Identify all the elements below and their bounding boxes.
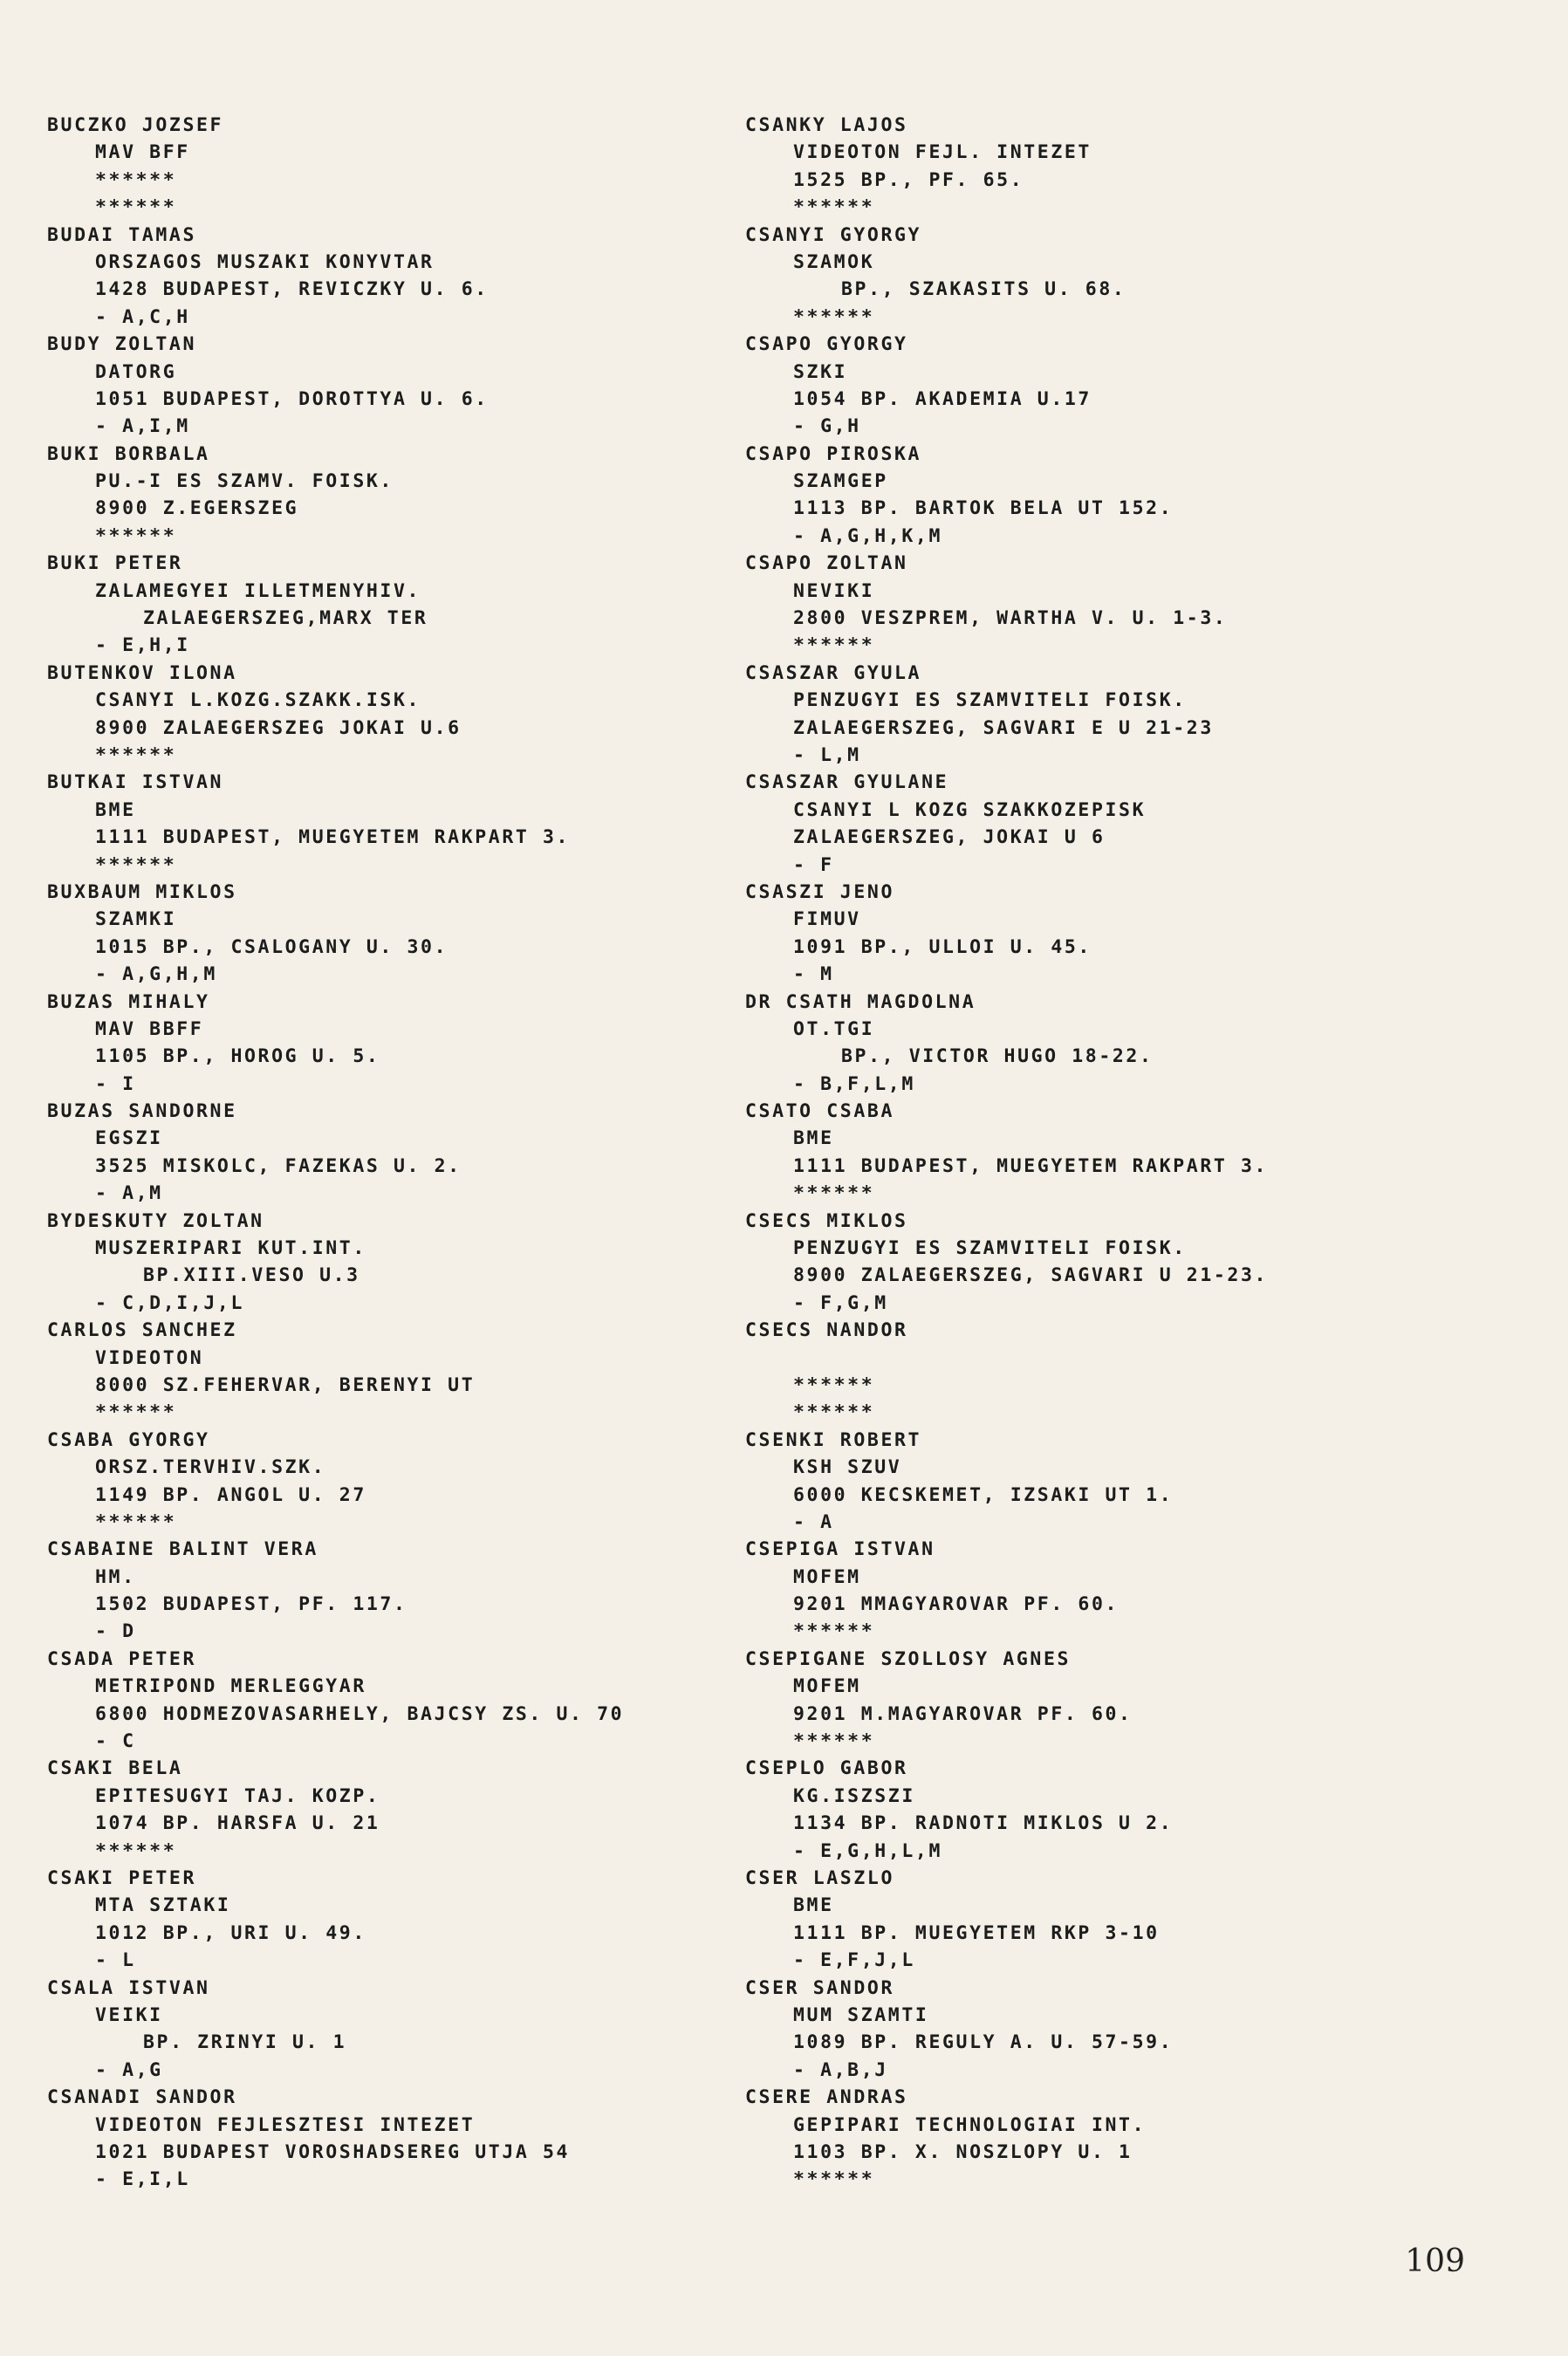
- entry-address: ******: [95, 168, 177, 191]
- entry-address: 2800 VESZPREM, WARTHA V. U. 1-3.: [793, 607, 1228, 630]
- entry-name: BUZAS MIHALY: [47, 990, 210, 1013]
- entry-name: CSEPIGANE SZOLLOSY AGNES: [745, 1647, 1072, 1670]
- directory-entry: [745, 879, 1496, 989]
- entry-address: ZALAEGERSZEG,MARX TER: [143, 607, 428, 630]
- entry-organization: MAV BBFF: [95, 1017, 204, 1040]
- entry-organization: MOFEM: [793, 1565, 861, 1588]
- entry-address: BP. ZRINYI U. 1: [143, 2031, 347, 2054]
- entry-address: 1105 BP., HOROG U. 5.: [95, 1045, 380, 1068]
- entry-name: CSASZI JENO: [745, 880, 894, 903]
- entry-name: CSADA PETER: [47, 1647, 196, 1670]
- entry-organization: ORSZ.TERVHIV.SZK.: [95, 1456, 326, 1479]
- entry-codes: - C: [95, 1730, 136, 1753]
- entry-address: 1021 BUDAPEST VOROSHADSEREG UTJA 54: [95, 2140, 571, 2163]
- entry-address: 9201 MMAGYAROVAR PF. 60.: [793, 1593, 1120, 1616]
- entry-address: 1015 BP., CSALOGANY U. 30.: [95, 935, 448, 958]
- entry-codes: - A,M: [95, 1182, 163, 1205]
- directory-entry: [745, 989, 1496, 1099]
- entry-name: CSABAINE BALINT VERA: [47, 1538, 318, 1561]
- entry-address: 1111 BUDAPEST, MUEGYETEM RAKPART 3.: [95, 826, 571, 849]
- entry-address: ZALAEGERSZEG, JOKAI U 6: [793, 826, 1106, 849]
- entry-address: 8900 ZALAEGERSZEG JOKAI U.6: [95, 716, 462, 739]
- directory-entry: [47, 989, 798, 1099]
- entry-organization: BME: [95, 798, 136, 821]
- entry-codes: - F: [793, 853, 834, 876]
- entry-organization: VIDEOTON: [95, 1346, 204, 1369]
- entry-organization: HM.: [95, 1565, 136, 1588]
- entry-codes: ******: [95, 524, 177, 547]
- entry-address: 1054 BP. AKADEMIA U.17: [793, 387, 1092, 410]
- directory-entry: [47, 1536, 798, 1646]
- entry-name: BUXBAUM MIKLOS: [47, 880, 237, 903]
- directory-entry: [47, 1208, 798, 1318]
- directory-entry: [745, 1208, 1496, 1318]
- entry-address: 6800 HODMEZOVASARHELY, BAJCSY ZS. U. 70: [95, 1702, 625, 1725]
- entry-name: CSALA ISTVAN: [47, 1976, 210, 1999]
- directory-entry: [47, 2084, 798, 2194]
- entry-address: 1428 BUDAPEST, REVICZKY U. 6.: [95, 278, 489, 301]
- entry-organization: VEIKI: [95, 2003, 163, 2026]
- entry-address: 1111 BUDAPEST, MUEGYETEM RAKPART 3.: [793, 1154, 1269, 1177]
- entry-address: ZALAEGERSZEG, SAGVARI E U 21-23: [793, 716, 1214, 739]
- directory-entry: [47, 1646, 798, 1756]
- entry-codes: ******: [95, 1839, 177, 1862]
- directory-entry: [745, 769, 1496, 879]
- directory-entry: [47, 1865, 798, 1975]
- entry-name: CSASZAR GYULANE: [745, 771, 949, 794]
- entry-codes: ******: [793, 634, 875, 657]
- entry-address: ******: [793, 1373, 875, 1396]
- entry-codes: ******: [95, 1401, 177, 1424]
- entry-organization: FIMUV: [793, 908, 861, 931]
- entry-codes: - A,G,H,M: [95, 963, 217, 986]
- entry-organization: ZALAMEGYEI ILLETMENYHIV.: [95, 579, 421, 602]
- entry-organization: MTA SZTAKI: [95, 1894, 231, 1917]
- entry-address: 1134 BP. RADNOTI MIKLOS U 2.: [793, 1812, 1174, 1835]
- entry-codes: - E,G,H,L,M: [793, 1839, 942, 1862]
- directory-entry: [47, 550, 798, 660]
- entry-codes: ******: [95, 196, 177, 219]
- entry-organization: BME: [793, 1127, 834, 1150]
- entry-codes: - M: [793, 963, 834, 986]
- directory-entry: [47, 331, 798, 441]
- entry-name: CSENKI ROBERT: [745, 1428, 922, 1451]
- entry-name: BUDY ZOLTAN: [47, 333, 196, 356]
- entry-codes: ******: [95, 743, 177, 766]
- entry-codes: - A,G,H,K,M: [793, 524, 942, 547]
- entry-codes: - B,F,L,M: [793, 1072, 915, 1095]
- entry-name: CARLOS SANCHEZ: [47, 1319, 237, 1342]
- entry-codes: - A,B,J: [793, 2058, 888, 2081]
- entry-name: BUCZKO JOZSEF: [47, 114, 224, 136]
- entry-codes: ******: [793, 196, 875, 219]
- directory-entry: [745, 1865, 1496, 1975]
- entry-codes: - I: [95, 1072, 136, 1095]
- directory-entry: [745, 660, 1496, 770]
- entry-address: 8900 ZALAEGERSZEG, SAGVARI U 21-23.: [793, 1264, 1269, 1287]
- entry-name: BUKI BORBALA: [47, 442, 210, 465]
- entry-organization: MUM SZAMTI: [793, 2003, 929, 2026]
- entry-codes: ******: [793, 1730, 875, 1753]
- entry-organization: SZKI: [793, 360, 848, 383]
- directory-entry: [745, 1427, 1496, 1537]
- entry-organization: PENZUGYI ES SZAMVITELI FOISK.: [793, 1237, 1187, 1260]
- entry-codes: - L: [95, 1949, 136, 1972]
- entry-codes: - L,M: [793, 743, 861, 766]
- entry-name: CSER SANDOR: [745, 1976, 894, 1999]
- entry-address: 1091 BP., ULLOI U. 45.: [793, 935, 1092, 958]
- entry-address: 8000 SZ.FEHERVAR, BERENYI UT: [95, 1373, 476, 1396]
- entry-organization: CSANYI L.KOZG.SZAKK.ISK.: [95, 689, 421, 712]
- directory-entry: [745, 2084, 1496, 2194]
- entry-name: BUTKAI ISTVAN: [47, 771, 224, 794]
- entry-address: 6000 KECSKEMET, IZSAKI UT 1.: [793, 1483, 1174, 1506]
- entry-name: CSECS MIKLOS: [745, 1209, 908, 1232]
- entry-name: CSASZAR GYULA: [745, 661, 922, 684]
- directory-entry: [745, 331, 1496, 441]
- entry-name: CSATO CSABA: [745, 1100, 894, 1123]
- entry-organization: EGSZI: [95, 1127, 163, 1150]
- directory-entry: [745, 441, 1496, 551]
- entry-name: CSERE ANDRAS: [745, 2086, 908, 2109]
- entry-address: 8900 Z.EGERSZEG: [95, 497, 299, 520]
- entry-name: CSAPO PIROSKA: [745, 442, 922, 465]
- left-column: [47, 112, 798, 2194]
- entry-codes: ******: [793, 1401, 875, 1424]
- entry-name: CSANYI GYORGY: [745, 223, 922, 246]
- entry-organization: KSH SZUV: [793, 1456, 902, 1479]
- entry-organization: OT.TGI: [793, 1017, 875, 1040]
- entry-address: 1525 BP., PF. 65.: [793, 168, 1024, 191]
- entry-codes: - E,F,J,L: [793, 1949, 915, 1972]
- entry-codes: - A,I,M: [95, 415, 190, 438]
- entry-organization: VIDEOTON FEJL. INTEZET: [793, 141, 1092, 164]
- entry-address: 1103 BP. X. NOSZLOPY U. 1: [793, 2140, 1133, 2163]
- entry-codes: - E,I,L: [95, 2168, 190, 2191]
- entry-address: 1111 BP. MUEGYETEM RKP 3-10: [793, 1921, 1160, 1944]
- directory-entry: [745, 550, 1496, 660]
- entry-address: 1051 BUDAPEST, DOROTTYA U. 6.: [95, 387, 489, 410]
- entry-name: DR CSATH MAGDOLNA: [745, 990, 976, 1013]
- entry-address: 1149 BP. ANGOL U. 27: [95, 1483, 366, 1506]
- directory-entry: [47, 222, 798, 332]
- directory-entry: [47, 660, 798, 770]
- entry-organization: GEPIPARI TECHNOLOGIAI INT.: [793, 2113, 1147, 2136]
- entry-organization: CSANYI L KOZG SZAKKOZEPISK: [793, 798, 1147, 821]
- entry-name: CSER LASZLO: [745, 1867, 894, 1889]
- entry-organization: SZAMOK: [793, 250, 875, 273]
- directory-entry: [47, 1975, 798, 2085]
- entry-name: CSEPIGA ISTVAN: [745, 1538, 935, 1561]
- entry-codes: - C,D,I,J,L: [95, 1291, 244, 1314]
- directory-entry: [745, 1536, 1496, 1646]
- entry-name: CSEPLO GABOR: [745, 1757, 908, 1780]
- entry-organization: KG.ISZSZI: [793, 1784, 915, 1807]
- entry-organization: BME: [793, 1894, 834, 1917]
- entry-name: CSAKI PETER: [47, 1867, 196, 1889]
- entry-codes: - A,G: [95, 2058, 163, 2081]
- entry-address: 1502 BUDAPEST, PF. 117.: [95, 1593, 407, 1616]
- entry-organization: VIDEOTON FEJLESZTESI INTEZET: [95, 2113, 476, 2136]
- entry-codes: ******: [793, 1620, 875, 1643]
- entry-name: BUKI PETER: [47, 552, 183, 575]
- directory-entry: [745, 222, 1496, 332]
- directory-entry: [745, 112, 1496, 222]
- entry-address: 9201 M.MAGYAROVAR PF. 60.: [793, 1702, 1133, 1725]
- entry-address: 1113 BP. BARTOK BELA UT 152.: [793, 497, 1174, 520]
- entry-name: CSANKY LAJOS: [745, 114, 908, 136]
- entry-organization: PU.-I ES SZAMV. FOISK.: [95, 470, 394, 493]
- entry-organization: MAV BFF: [95, 141, 190, 164]
- directory-entry: [47, 879, 798, 989]
- entry-name: CSECS NANDOR: [745, 1319, 908, 1342]
- entry-address: BP.XIII.VESO U.3: [143, 1264, 360, 1287]
- entry-codes: ******: [793, 305, 875, 328]
- directory-entry: [47, 1317, 798, 1427]
- entry-name: CSAKI BELA: [47, 1757, 183, 1780]
- entry-organization: EPITESUGYI TAJ. KOZP.: [95, 1784, 380, 1807]
- entry-organization: DATORG: [95, 360, 177, 383]
- entry-codes: ******: [95, 853, 177, 876]
- entry-codes: - A,C,H: [95, 305, 190, 328]
- directory-entry: [47, 1098, 798, 1208]
- entry-codes: ******: [793, 2168, 875, 2191]
- directory-entry: [47, 1755, 798, 1865]
- entry-organization: NEVIKI: [793, 579, 875, 602]
- entry-organization: METRIPOND MERLEGGYAR: [95, 1675, 366, 1698]
- entry-address: 1074 BP. HARSFA U. 21: [95, 1812, 380, 1835]
- entry-name: CSAPO GYORGY: [745, 333, 908, 356]
- directory-entry: [47, 769, 798, 879]
- entry-codes: ******: [793, 1182, 875, 1205]
- entry-organization: SZAMGEP: [793, 470, 888, 493]
- entry-address: 1012 BP., URI U. 49.: [95, 1921, 366, 1944]
- directory-entry: [745, 1975, 1496, 2085]
- entry-name: CSAPO ZOLTAN: [745, 552, 908, 575]
- directory-entry: [47, 112, 798, 222]
- directory-entry: [745, 1098, 1496, 1208]
- entry-address: 3525 MISKOLC, FAZEKAS U. 2.: [95, 1154, 462, 1177]
- entry-organization: MUSZERIPARI KUT.INT.: [95, 1237, 366, 1260]
- page-number: 109: [1405, 2243, 1465, 2279]
- entry-organization: SZAMKI: [95, 908, 177, 931]
- entry-name: CSABA GYORGY: [47, 1428, 210, 1451]
- directory-entry: [745, 1317, 1496, 1427]
- entry-name: BUTENKOV ILONA: [47, 661, 237, 684]
- entry-organization: MOFEM: [793, 1675, 861, 1698]
- entry-codes: - F,G,M: [793, 1291, 888, 1314]
- entry-codes: - D: [95, 1620, 136, 1643]
- entry-name: BYDESKUTY ZOLTAN: [47, 1209, 264, 1232]
- directory-entry: [47, 441, 798, 551]
- directory-entry: [745, 1755, 1496, 1865]
- right-column: [745, 112, 1496, 2194]
- entry-name: CSANADI SANDOR: [47, 2086, 237, 2109]
- entry-codes: - A: [793, 1510, 834, 1533]
- entry-address: BP., SZAKASITS U. 68.: [841, 278, 1126, 301]
- entry-address: 1089 BP. REGULY A. U. 57-59.: [793, 2031, 1174, 2054]
- entry-address: BP., VICTOR HUGO 18-22.: [841, 1045, 1154, 1068]
- directory-entry: [745, 1646, 1496, 1756]
- directory-entry: [47, 1427, 798, 1537]
- entry-codes: - G,H: [793, 415, 861, 438]
- entry-name: BUZAS SANDORNE: [47, 1100, 237, 1123]
- entry-codes: ******: [95, 1510, 177, 1533]
- entry-organization: ORSZAGOS MUSZAKI KONYVTAR: [95, 250, 435, 273]
- entry-codes: - E,H,I: [95, 634, 190, 657]
- entry-organization: PENZUGYI ES SZAMVITELI FOISK.: [793, 689, 1187, 712]
- entry-organization: [745, 1345, 1496, 1372]
- entry-name: BUDAI TAMAS: [47, 223, 196, 246]
